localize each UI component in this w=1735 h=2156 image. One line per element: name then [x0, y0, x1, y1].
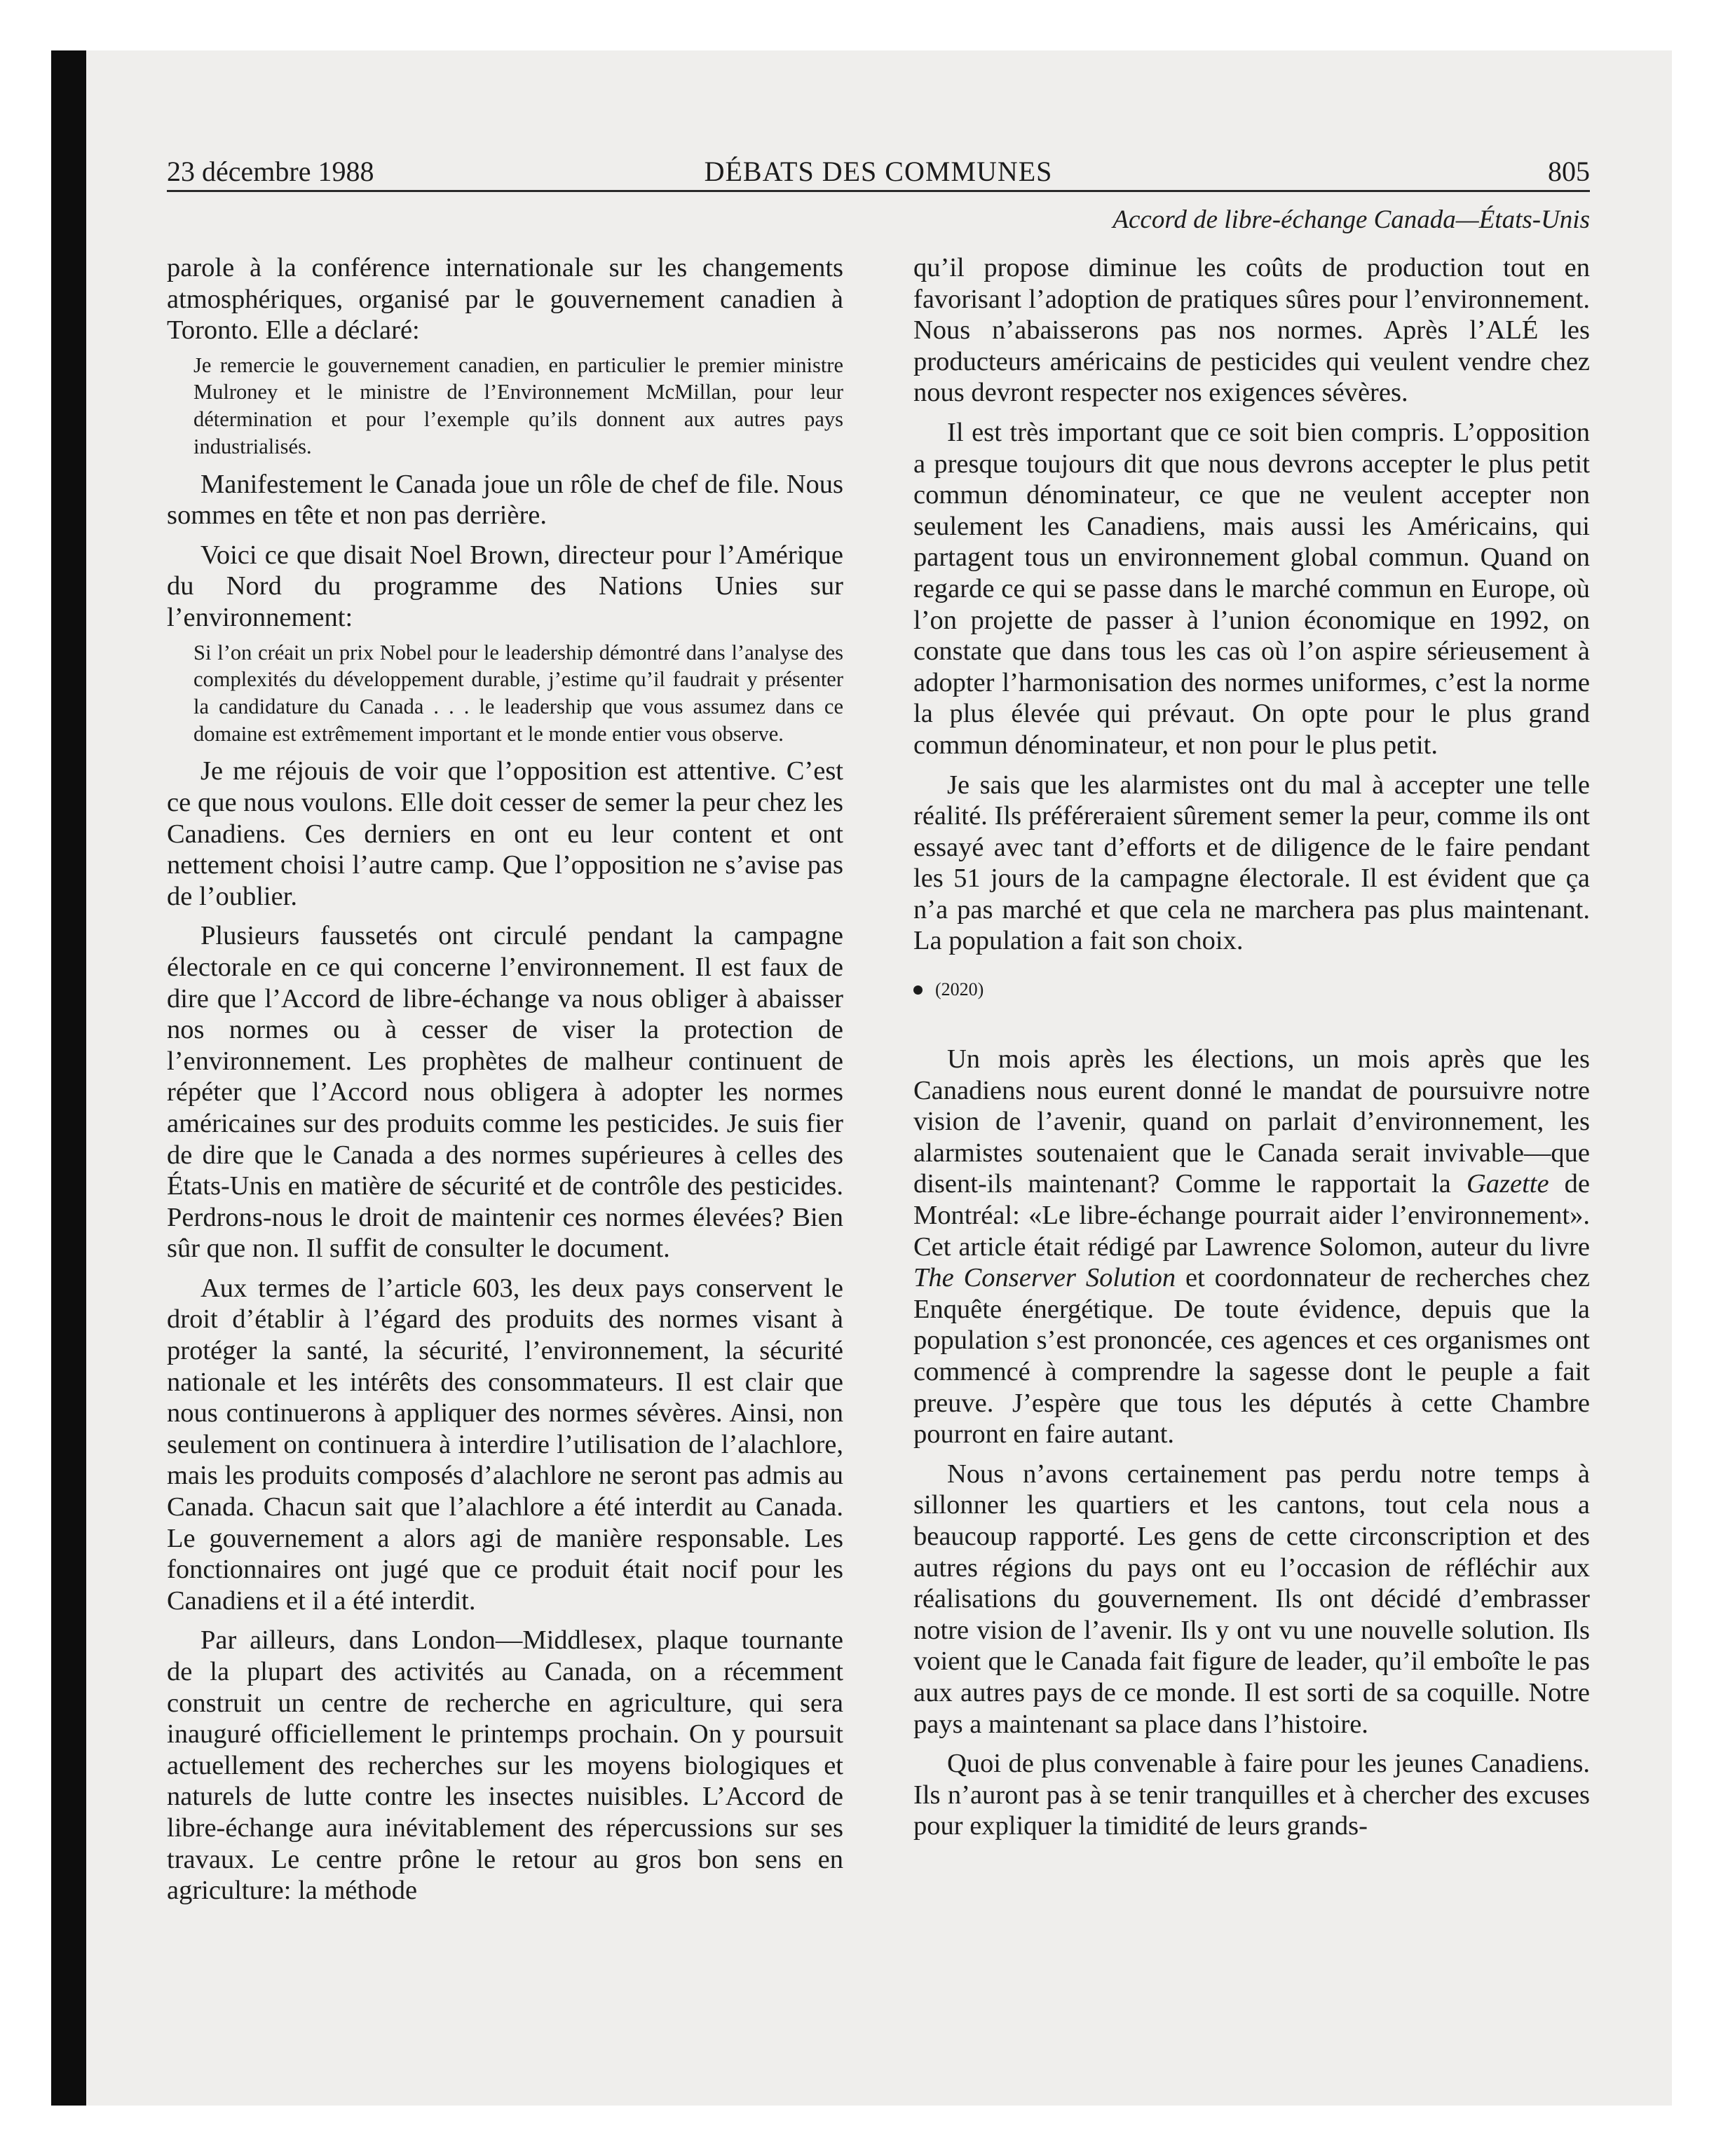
newspaper-title: Gazette: [1466, 1169, 1549, 1199]
page-number: 805: [1548, 156, 1590, 187]
paragraph: Je sais que les alarmistes ont du mal à accepter une telle réalité. Ils préféreraient sûrement semer la peur, comme ils ont essayé avec tant d’efforts et de diligence de le faire pendant les 51 jours de la campagne électorale. Il est évident que ça n’a pas marché et que cela ne marchera pas plus maintenant. La population a fait son choix.: [913, 770, 1590, 956]
block-quote: Je remercie le gouvernement canadien, en particulier le premier ministre Mulroney et le ministre de l’Environnement McMillan, pour leur détermination et pour l’exemple qu’ils donnent aux autres pays industrialisés.: [193, 353, 843, 458]
paragraph: Par ailleurs, dans London—Middlesex, plaque tournante de la plupart des activités au Canada, on a récemment construit un centre de recherche en agriculture, qui sera inauguré officiellement le printemps prochain. On y poursuit actuellement des recherches sur les moyens biologiques et naturels de lutte contre les insectes nuisibles. L’Accord de libre-échange aura inévitablement des répercussions sur ses travaux. Le centre prône le retour au gros bon sens en agriculture: la méthode: [167, 1625, 843, 1906]
paragraph: Nous n’avons certainement pas perdu notre temps à sillonner les quartiers et les cantons, tout cela nous a beaucoup rapporté. Les gens de cette circonscription et des autres régions du pays ont eu l’occasion de réfléchir aux réalisations du gouvernement. Ils ont décidé d’embrasser notre vision de l’avenir. Ils y ont vu une nouvelle solution. Ils voient que le Canada fait figure de leader, qu’il emboîte le pas aux autres pays de ce monde. Il est sorti de sa coquille. Notre pays a maintenant sa place dans l’histoire.: [913, 1459, 1590, 1739]
paragraph: Quoi de plus convenable à faire pour les jeunes Canadiens. Ils n’auront pas à se tenir tranquilles et à chercher des excuses pour expliquer la timidité de leurs grands-: [913, 1749, 1590, 1841]
header-title: DÉBATS DES COMMUNES: [704, 156, 1053, 187]
left-column: [167, 252, 843, 1906]
paragraph: Je me réjouis de voir que l’opposition est attentive. C’est ce que nous voulons. Elle doit cesser de semer la peur chez les Canadiens. Ces derniers en ont eu leur content et ont nettement choisi l’autre camp. Que l’opposition ne s’avise pas de l’oublier.: [167, 756, 843, 911]
right-column: [913, 252, 1590, 1842]
time-marker-label: (2020): [935, 979, 984, 1000]
paragraph: Voici ce que disait Noel Brown, directeur pour l’Amérique du Nord du programme des Nations Unies sur l’environnement:: [167, 540, 843, 632]
section-subheader: Accord de libre-échange Canada—États-Unis: [1113, 205, 1590, 234]
paragraph: Manifestement le Canada joue un rôle de chef de file. Nous sommes en tête et non pas derrière.: [167, 469, 843, 531]
time-marker: [913, 978, 1590, 1002]
bullet-icon: [913, 985, 923, 995]
paragraph-text: Un mois après les élections, un mois après que les Canadiens nous eurent donné le mandat de poursuivre notre vision de l’avenir, quand on parlait d’environnement, les alarmistes soutenaient que le Canada serait invivable—que disent-ils maintenant? Comme le rapportait la: [913, 1044, 1590, 1199]
paragraph: Aux termes de l’article 603, les deux pays conservent le droit d’établir à l’égard des produits des normes visant à protéger la santé, la sécurité, l’environnement, la sécurité nationale et les intérêts des consommateurs. Il est clair que nous continuerons à appliquer des normes sévères. Ainsi, non seulement on continuera à interdire l’utilisation de l’alachlore, mais les produits composés d’alachlore ne seront pas admis au Canada. Chacun sait que l’alachlore a été interdit au Canada. Le gouvernement a alors agi de manière responsable. Les fonctionnaires ont jugé que ce produit était nocif pour les Canadiens et il a été interdit.: [167, 1273, 843, 1616]
book-title: The Conserver Solution: [913, 1263, 1176, 1293]
paragraph-text: et coordonnateur de recherches chez Enquête énergétique. De toute évidence, depuis que la population s’est prononcée, ces agences et ces organismes ont commencé à comprendre la sagesse dont le peuple a fait preuve. J’espère que tous les députés à cette Chambre pourront en faire autant.: [913, 1263, 1590, 1449]
page-header: [167, 153, 1590, 192]
paragraph: Plusieurs faussetés ont circulé pendant la campagne électorale en ce qui concerne l’environnement. Il est faux de dire que l’Accord de libre-échange va nous obliger à abaisser nos normes ou à cesser de viser la protection de l’environnement. Les prophètes de malheur continuent de répéter que l’Accord nous obligera à adopter les normes américaines sur des produits comme les pesticides. Je suis fier de dire que le Canada a des normes supérieures à celles des États-Unis en matière de sécurité et de contrôle des pesticides. Perdrons-nous le droit de maintenir ces normes élevées? Bien sûr que non. Il suffit de consulter le document.: [167, 921, 843, 1264]
scan-edge-shadow: [51, 50, 86, 2106]
block-quote: Si l’on créait un prix Nobel pour le leadership démontré dans l’analyse des complexités du développement durable, j’estime qu’il faudrait y présenter la candidature du Canada . . . le leadership que vous assumez dans ce domaine est extrêmement important et le monde entier vous observe.: [193, 640, 843, 746]
paragraph: Il est très important que ce soit bien compris. L’opposition a presque toujours dit que nous devrons accepter le plus petit commun dénominateur, ce que ne veulent accepter non seulement les Canadiens, mais aussi les Américains, qui partagent tous un environnement global commun. Quand on regarde ce qui se passe dans le marché commun en Europe, où l’on projette de passer à l’union économique en 1992, on constate que dans tous les cas où l’on aspire sérieusement à adopter l’harmonisation des normes uniformes, c’est la norme la plus élevée qui prévaut. On opte pour le plus grand commun dénominateur, et non pour le plus petit.: [913, 417, 1590, 760]
paragraph: qu’il propose diminue les coûts de production tout en favorisant l’adoption de pratiques sûres pour l’environnement. Nous n’abaisserons pas nos normes. Après l’ALÉ les producteurs américains de pesticides qui veulent vendre chez nous devront respecter nos exigences sévères.: [913, 253, 1590, 408]
paragraph-text: de Montréal: «Le libre-échange pourrait aider l’environnement». Cet article était rédigé par Lawrence Solomon, auteur du livre: [913, 1169, 1591, 1262]
paragraph: [913, 1044, 1590, 1450]
header-date: 23 décembre 1988: [167, 156, 374, 187]
paragraph: parole à la conférence internationale sur les changements atmosphériques, organisé par le gouvernement canadien à Toronto. Elle a déclaré:: [167, 253, 843, 346]
